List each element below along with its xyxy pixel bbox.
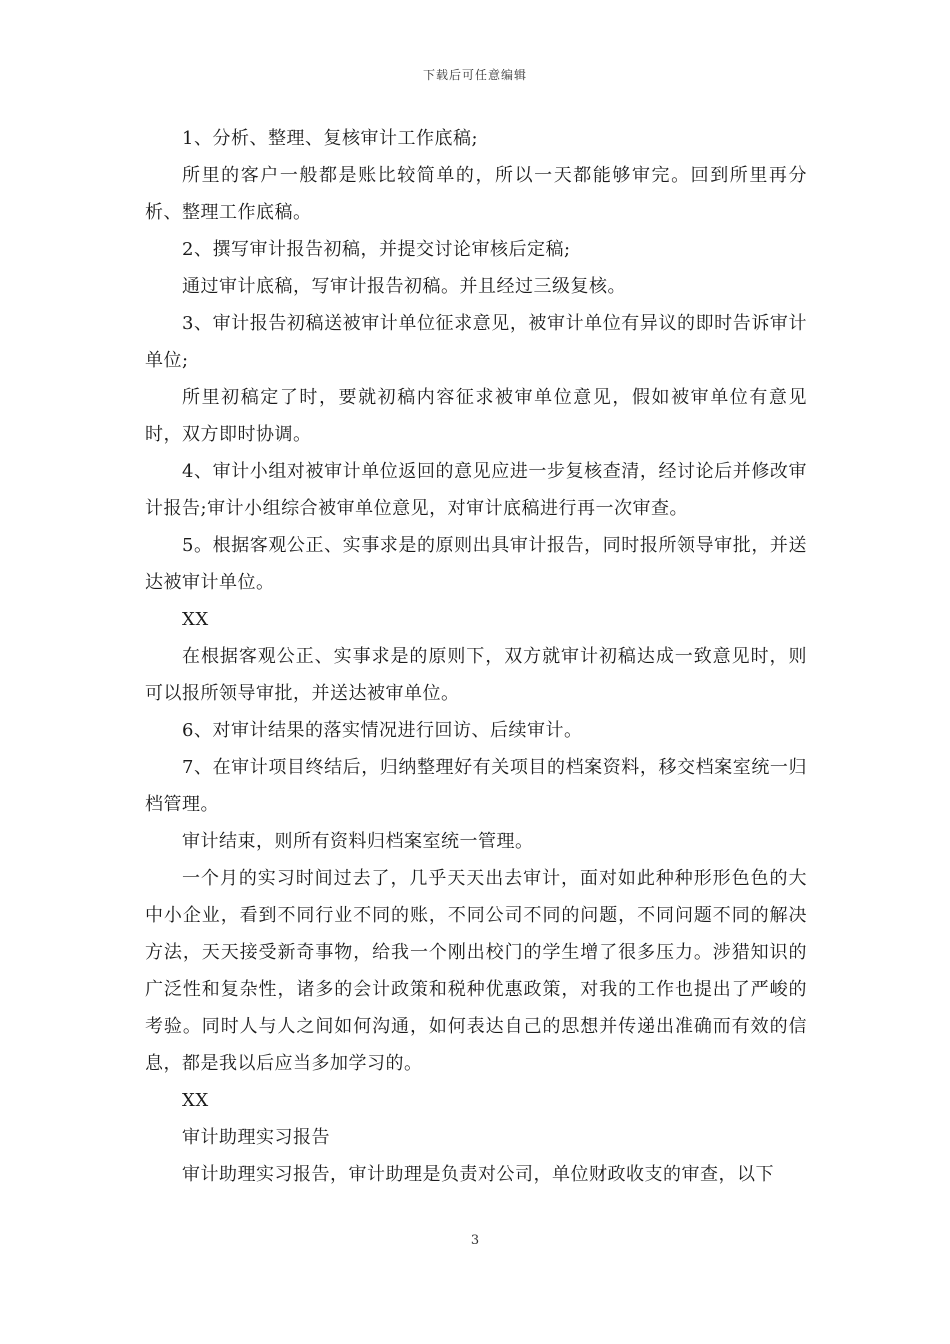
paragraph: 审计助理实习报告 — [182, 1127, 330, 1148]
paragraph: XX — [182, 1090, 209, 1111]
paragraph: 6、对审计结果的落实情况进行回访、后续审计。 — [182, 720, 583, 741]
page-number: 3 — [470, 1233, 480, 1248]
paragraph: 在根据客观公正、实事求是的原则下，双方就审计初稿达成一致意见时，则可以报所领导审批，并送达被审单位。 — [145, 646, 807, 704]
paragraph: XX — [182, 609, 209, 630]
paragraph: 2、撰写审计报告初稿，并提交讨论审核后定稿; — [182, 239, 571, 260]
paragraph: 3、审计报告初稿送被审计单位征求意见，被审计单位有异议的即时告诉审计单位; — [145, 313, 807, 371]
paragraph: 4、审计小组对被审计单位返回的意见应进一步复核查清，经讨论后并修改审计报告;审计小组综合被审单位意见，对审计底稿进行再一次审查。 — [145, 461, 807, 519]
paragraph: 审计助理实习报告，审计助理是负责对公司，单位财政收支的审查，以下 — [182, 1164, 774, 1185]
paragraph: 所里的客户一般都是账比较简单的，所以一天都能够审完。回到所里再分析、整理工作底稿。 — [145, 165, 807, 223]
paragraph: 审计结束，则所有资料归档案室统一管理。 — [182, 831, 534, 852]
paragraph: 所里初稿定了时，要就初稿内容征求被审单位意见，假如被审单位有意见时，双方即时协调。 — [145, 387, 807, 445]
paragraph: 5。根据客观公正、实事求是的原则出具审计报告，同时报所领导审批，并送达被审计单位。 — [145, 535, 807, 593]
paragraph: 7、在审计项目终结后，归纳整理好有关项目的档案资料，移交档案室统一归档管理。 — [145, 757, 807, 815]
document-body — [145, 120, 807, 1193]
paragraph: 一个月的实习时间过去了，几乎天天出去审计，面对如此种种形形色色的大中小企业，看到不同行业不同的账，不同公司不同的问题，不同问题不同的解决方法，天天接受新奇事物，给我一个刚出校门的学生增了很多压力。涉猎知识的广泛性和复杂性，诸多的会计政策和税种优惠政策，对我的工作也提出了严峻的考验。同时人与人之间如何沟通，如何表达自己的思想并传递出准确而有效的信息，都是我以后应当多加学习的。 — [145, 868, 807, 1074]
paragraph: 通过审计底稿，写审计报告初稿。并且经过三级复核。 — [182, 276, 626, 297]
paragraph: 1、分析、整理、复核审计工作底稿; — [182, 128, 479, 149]
header-note: 下载后可任意编辑 — [422, 68, 527, 82]
